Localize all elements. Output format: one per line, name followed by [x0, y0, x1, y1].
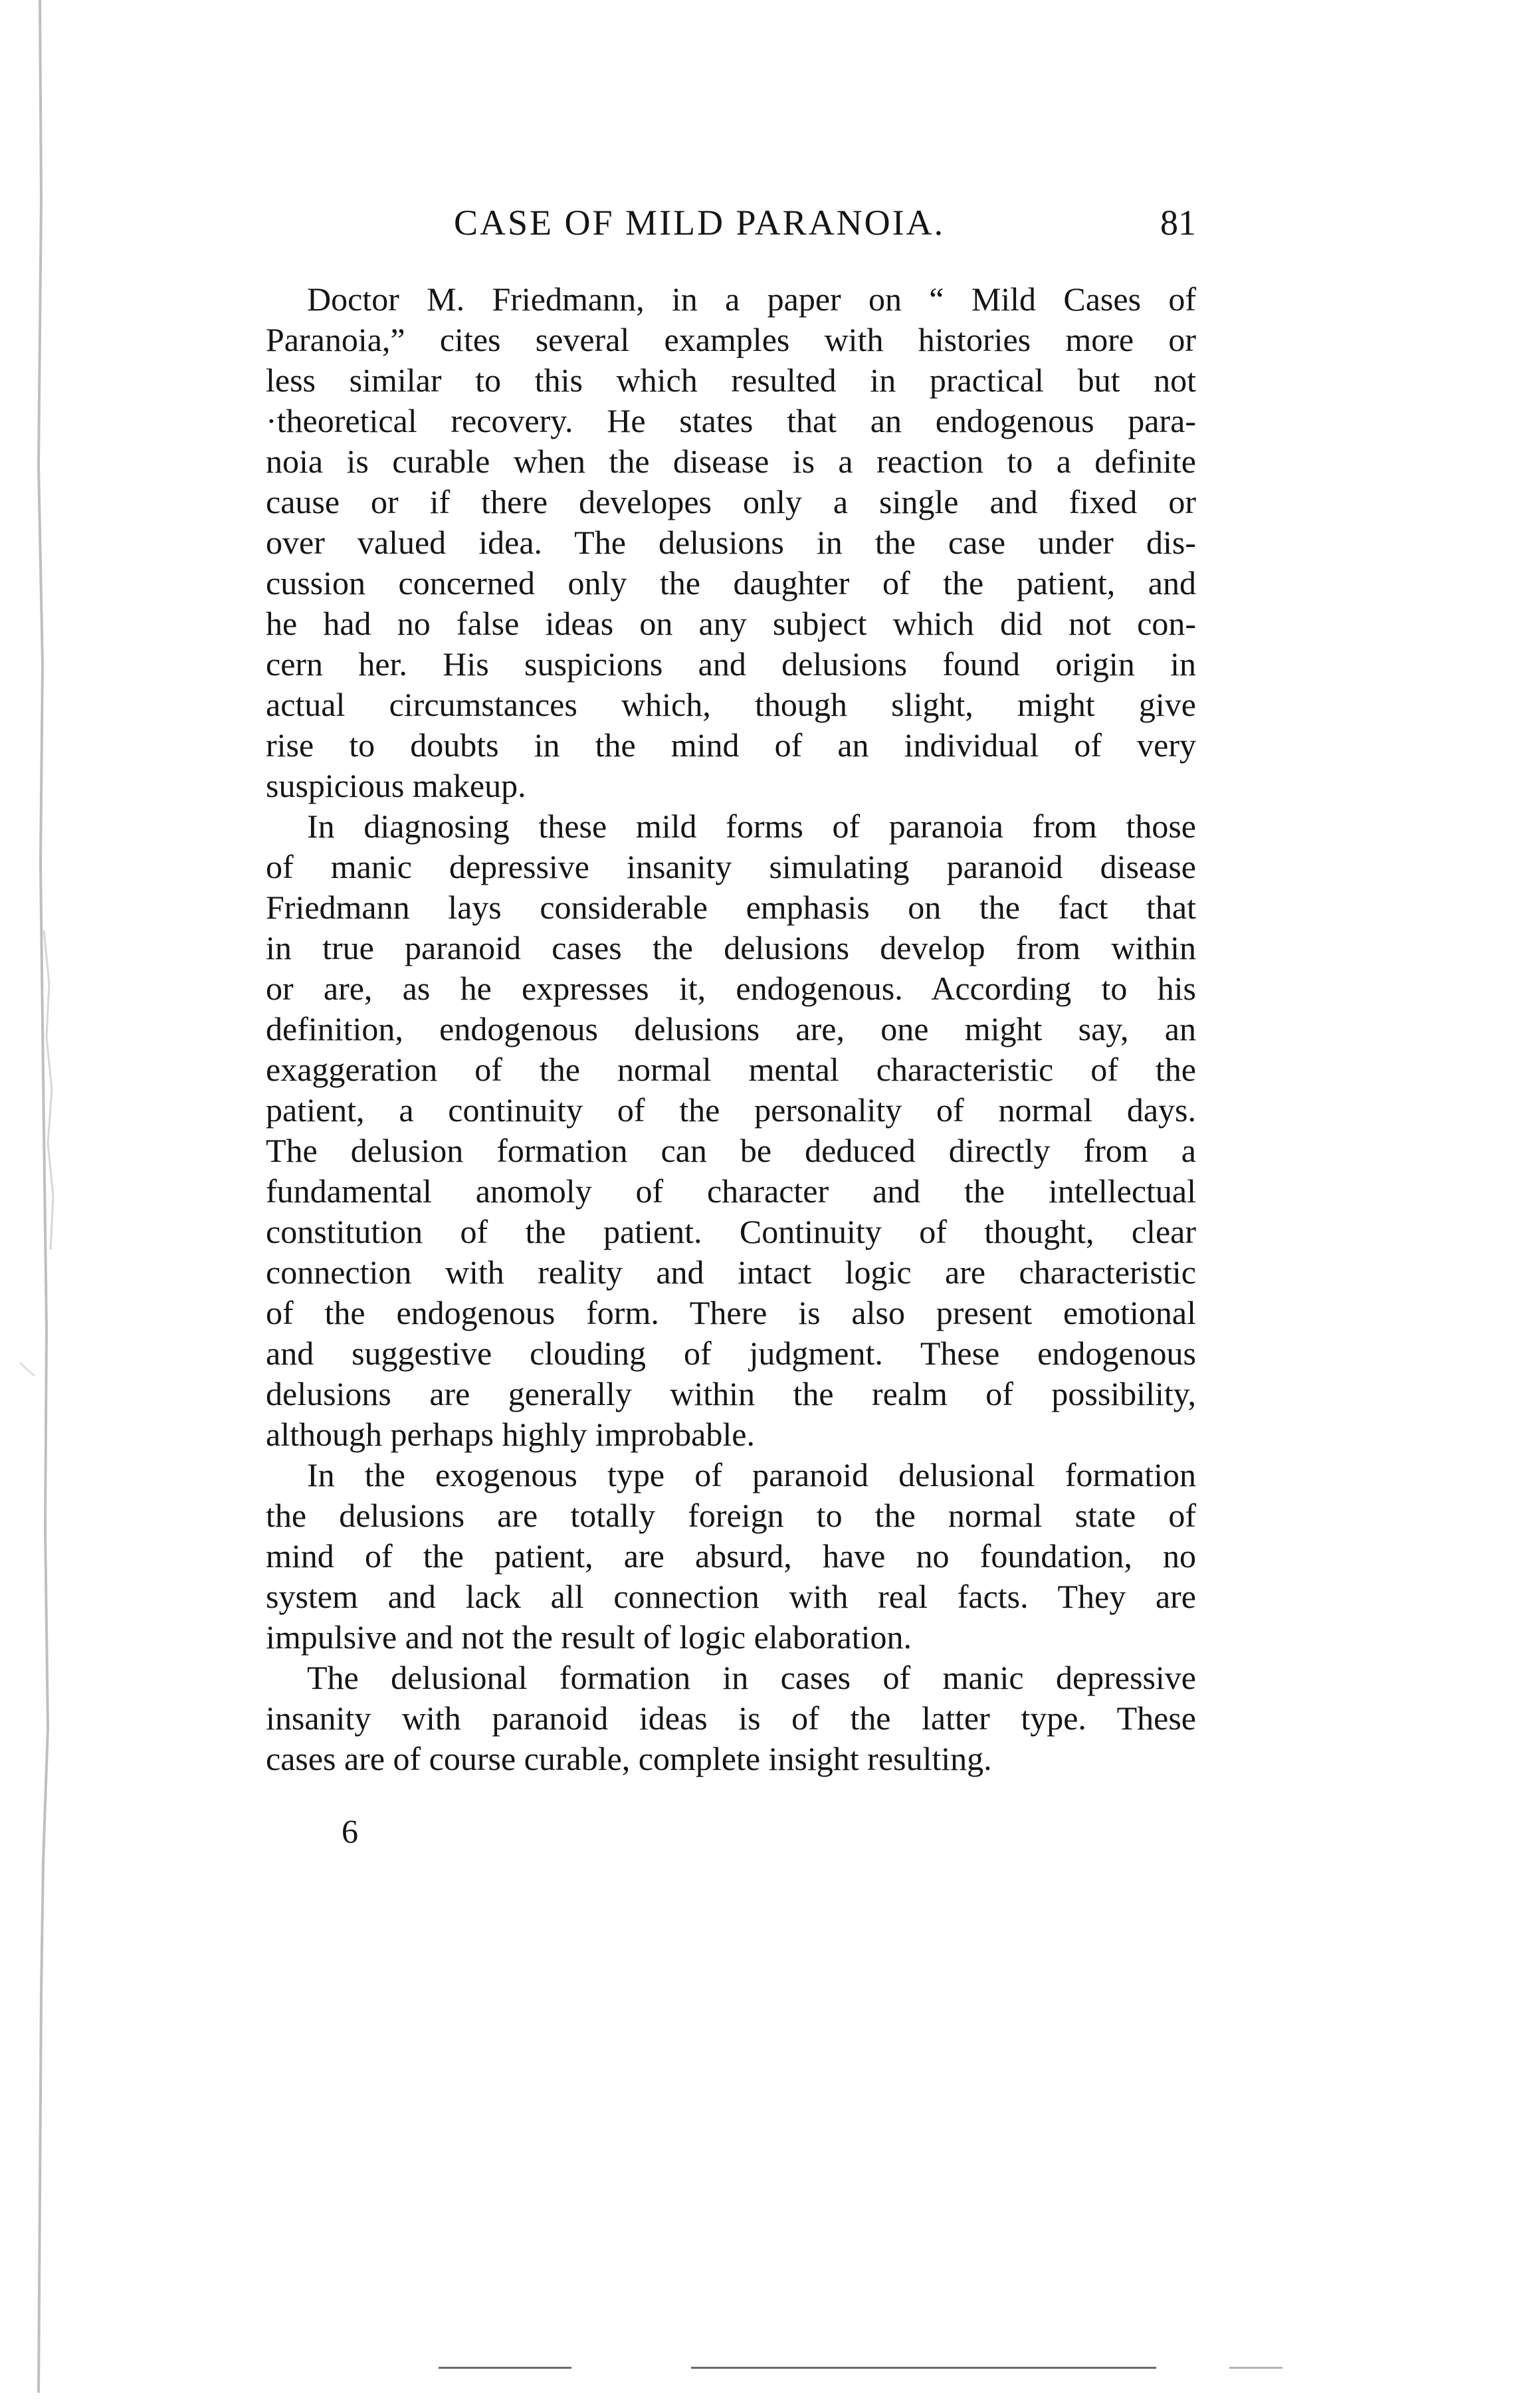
signature-mark: 6	[342, 1812, 358, 1850]
footer-scan-line	[1229, 2367, 1282, 2369]
text-line: Paranoia,” cites several examples with histories more or	[266, 321, 1196, 358]
text-line: in true paranoid cases the delusions develop from within	[266, 929, 1196, 966]
paragraph-exogenous	[266, 1455, 1196, 1658]
text-line: In the exogenous type of paranoid delusional formation	[307, 1456, 1196, 1493]
paragraph-manic-depressive	[266, 1658, 1196, 1779]
text-line: cern her. His suspicions and delusions found origin in	[266, 645, 1196, 683]
text-line: impulsive and not the result of logic elaboration.	[266, 1618, 912, 1656]
footer-scan-line	[439, 2367, 571, 2369]
paragraph-friedmann-intro	[266, 279, 1196, 806]
text-line: Doctor M. Friedmann, in a paper on “ Mild Cases of	[307, 280, 1196, 318]
text-line: Friedmann lays considerable emphasis on the fact that	[266, 889, 1196, 926]
text-line: exaggeration of the normal mental characteristic of the	[266, 1051, 1196, 1088]
body-text	[266, 279, 1196, 1779]
text-line: patient, a continuity of the personality of normal days.	[266, 1091, 1196, 1129]
text-line: actual circumstances which, though slight, might give	[266, 686, 1196, 723]
text-line: he had no false ideas on any subject which did not con-	[266, 605, 1196, 642]
text-line: over valued idea. The delusions in the case under dis-	[266, 524, 1196, 561]
text-line: In diagnosing these mild forms of paranoia from those	[307, 808, 1196, 845]
text-line: system and lack all connection with real facts. They are	[266, 1578, 1196, 1615]
text-line: although perhaps highly improbable.	[266, 1416, 755, 1453]
text-line: fundamental anomoly of character and the intellectual	[266, 1172, 1196, 1210]
text-line: suspicious makeup.	[266, 767, 526, 804]
text-line: or are, as he expresses it, endogenous. According to his	[266, 970, 1196, 1007]
text-line: the delusions are totally foreign to the normal state of	[266, 1497, 1196, 1534]
text-line: and suggestive clouding of judgment. These endogenous	[266, 1335, 1196, 1372]
text-line: definition, endogenous delusions are, one might say, an	[266, 1010, 1196, 1047]
text-line: of the endogenous form. There is also present emotional	[266, 1294, 1196, 1331]
paragraph-diagnosing	[266, 806, 1196, 1455]
text-line: connection with reality and intact logic are characteristic	[266, 1254, 1196, 1291]
text-line: cases are of course curable, complete insight resulting.	[266, 1740, 992, 1777]
running-title: CASE OF MILD PARANOIA.	[454, 203, 946, 243]
page-number: 81	[1160, 203, 1196, 243]
text-line: ·theoretical recovery. He states that an endogenous para-	[266, 402, 1196, 439]
text-line: cause or if there developes only a single and fixed or	[266, 483, 1196, 520]
running-head	[266, 199, 1196, 246]
text-line: rise to doubts in the mind of an individual of very	[266, 726, 1196, 764]
text-line: less similar to this which resulted in practical but not	[266, 362, 1196, 399]
footer-scan-line	[691, 2367, 1156, 2369]
text-line: constitution of the patient. Continuity of thought, clear	[266, 1213, 1196, 1250]
text-line: The delusional formation in cases of manic depressive	[307, 1659, 1196, 1696]
text-line: mind of the patient, are absurd, have no foundation, no	[266, 1537, 1196, 1575]
text-line: cussion concerned only the daughter of the patient, and	[266, 564, 1196, 602]
text-line: delusions are generally within the realm of possibility,	[266, 1375, 1196, 1412]
scan-edge-artifact	[0, 0, 80, 2408]
text-line: of manic depressive insanity simulating paranoid disease	[266, 848, 1196, 885]
text-line: The delusion formation can be deduced directly from a	[266, 1132, 1196, 1169]
text-line: insanity with paranoid ideas is of the latter type. These	[266, 1699, 1196, 1737]
text-line: noia is curable when the disease is a reaction to a definite	[266, 443, 1196, 480]
